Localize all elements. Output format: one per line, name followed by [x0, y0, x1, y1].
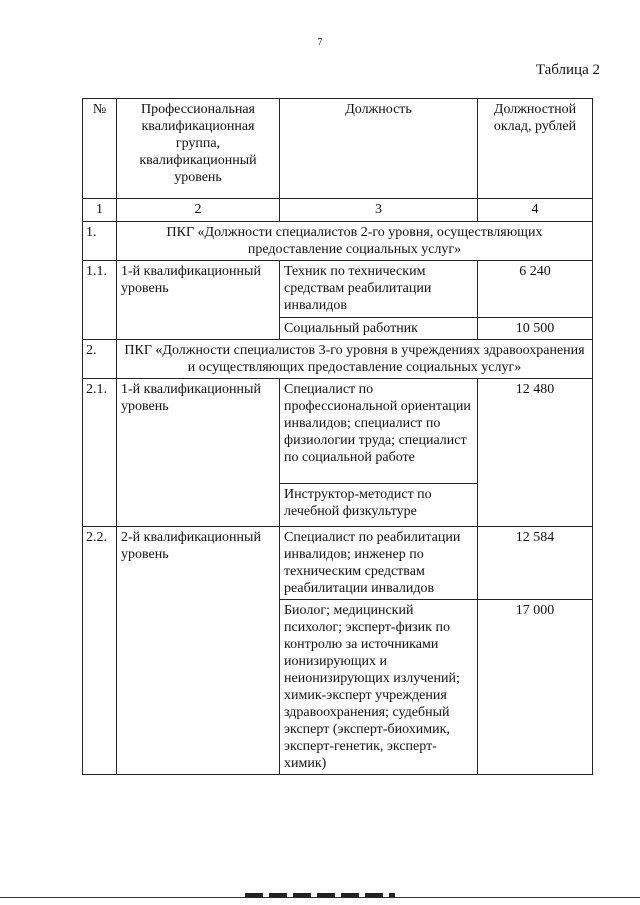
group-number: 2.	[83, 340, 117, 379]
position-title: Техник по техническим средствам реабилитации инвалидов	[280, 261, 478, 318]
qualification-level: 2-й квалификационный уровень	[117, 527, 280, 775]
page-number: 7	[317, 37, 323, 48]
table-row	[83, 379, 593, 484]
salary-value: 10 500	[478, 318, 593, 340]
salary-value: 6 240	[478, 261, 593, 318]
qualification-level: 1-й квалификационный уровень	[117, 261, 280, 340]
index-cell: 2	[117, 199, 280, 222]
group-title: ПКГ «Должности специалистов 3-го уровня в учреждениях здравоохранения и осуществляющих предоставление социальных услуг»	[117, 340, 593, 379]
position-title: Специалист по реабилитации инвалидов; инженер по техническим средствам реабилитации инвалидов	[280, 527, 478, 600]
header-number: №	[83, 99, 117, 199]
row-number: 1.1.	[83, 261, 117, 340]
group-row	[83, 222, 593, 261]
group-title: ПКГ «Должности специалистов 2-го уровня, осуществляющих предоставление социальных услуг»	[117, 222, 593, 261]
group-number: 1.	[83, 222, 117, 261]
header-salary: Должностной оклад, рублей	[478, 99, 593, 199]
salary-value: 12 584	[478, 527, 593, 600]
table-row	[83, 261, 593, 318]
salary-value: 17 000	[478, 600, 593, 775]
index-cell: 3	[280, 199, 478, 222]
table-caption: Таблица 2	[535, 62, 600, 78]
position-title: Инструктор-методист по лечебной физкультуре	[280, 484, 478, 527]
position-title: Специалист по профессиональной ориентации инвалидов; специалист по физиологии труда; специалист по социальной работе	[280, 379, 478, 484]
row-number: 2.2.	[83, 527, 117, 775]
column-index-row	[83, 199, 593, 222]
index-cell: 4	[478, 199, 593, 222]
salary-value: 12 480	[478, 379, 593, 527]
table-header-row	[83, 99, 593, 199]
position-title: Биолог; медицинский психолог; эксперт-физик по контролю за источниками ионизирующих и неионизирующих излучений; химик-эксперт учреждения здравоохранения; судебный эксперт (эксперт-биохимик, эксперт-генетик, эксперт-химик)	[280, 600, 478, 775]
group-row	[83, 340, 593, 379]
salary-table	[82, 98, 593, 775]
header-position: Должность	[280, 99, 478, 199]
index-cell: 1	[83, 199, 117, 222]
table-row	[83, 527, 593, 600]
qualification-level: 1-й квалификационный уровень	[117, 379, 280, 527]
row-number: 2.1.	[83, 379, 117, 527]
page-bottom-marks	[245, 893, 395, 898]
position-title: Социальный работник	[280, 318, 478, 340]
header-qualification-group: Профессиональная квалификационная группа, квалификационный уровень	[117, 99, 280, 199]
